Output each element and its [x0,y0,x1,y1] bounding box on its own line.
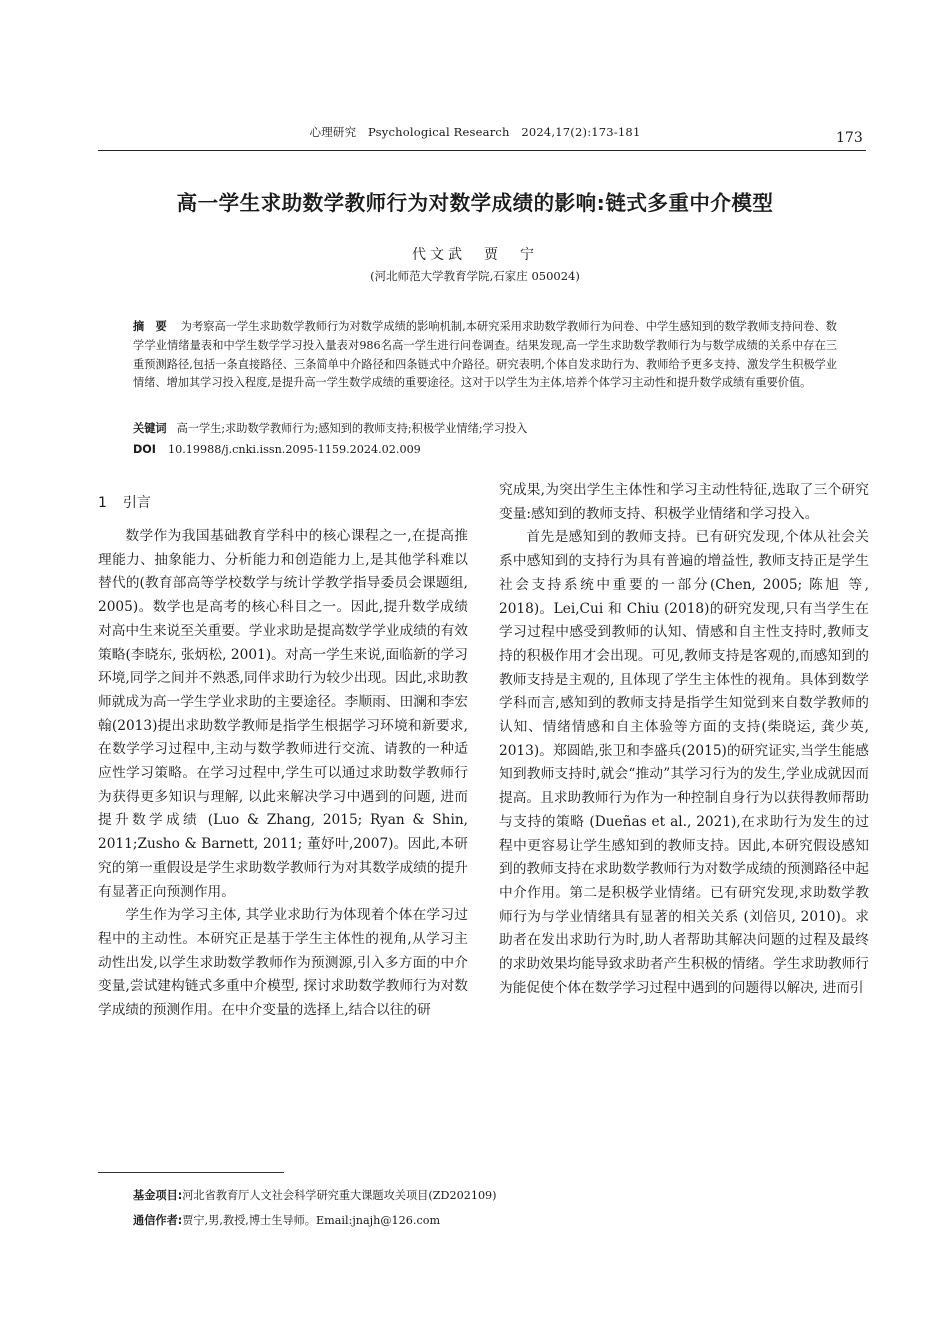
paragraph: 学生作为学习主体, 其学业求助行为体现着个体在学习过程中的主动性。本研究正是基于学生主体性的视角,从学习主动性出发,以学生求助数学教师作为预测源,引入多方面的中介变量,尝试建构链式多重中介模型, 探讨求助数学教师行为对数学成绩的预测作用。在中介变量的选择上,结合以往的研 [98,907,468,1019]
funding-text: 河北省教育厅人文社会科学研究重大课题攻关项目(ZD202109) [182,1189,497,1202]
paragraph: 首先是感知到的教师支持。已有研究发现,个体从社会关系中感知到的支持行为具有普遍的增益性, 教师支持正是学生社会支持系统中重要的一部分(Chen, 2005; 陈旭 等, 2018)。Lei,Cui 和 Chiu (2018)的研究发现,只有当学生在学习过程中感受到教师的认知、情感和自主性支持时,教师支持的积极作用才会出现。可见,教师支持是客观的,而感知到的教师支持是主观的, 且体现了学生主体性的视角。具体到数学学科而言,感知到的教师支持是指学生知觉到来自数学教师的认知、情绪情感和自主体验等方面的支持(柴晓运, 龚少英, 2013)。郑圆皓,张卫和李盛兵(2015)的研究证实,当学生能感知到教师支持时,就会“推动”其学习行为的发生,学业成就因而提高。且求助教师行为作为一种控制自身行为以获得教师帮助与支持的策略 (Dueñas et al., 2021),在求助行为发生的过程中更容易让学生感知到的教师支持。因此,本研究假设感知到的教师支持在求助数学教师行为对数学成绩的预测路径中起中介作用。第二是积极学业情绪。已有研究发现,求助数学教师行为与学业情绪具有显著的相关关系 (刘倍贝, 2010)。求助者在发出求助行为时,助人者帮助其解决问题的过程及最终的求助效果均能导致求助者产生积极的情绪。学生求助教师行为能促使个体在数学学习过程中遇到的问题得以解决, 进而引 [499,529,869,996]
authors: 代文武 贾 宁 [412,247,538,263]
funding-footnote [133,1187,863,1203]
abstract [133,318,837,393]
journal-header: 心理研究 Psychological Research 2024,17(2):173-181 [309,125,641,139]
footnote-rule [98,1172,284,1173]
corresponding-author-footnote [133,1212,863,1228]
right-column [499,479,869,1000]
section-heading [98,492,151,512]
affiliation: (河北师范大学教育学院,石家庄 050024) [370,269,580,283]
paragraph: 究成果,为突出学生主体性和学习主动性特征,选取了三个研究变量:感知到的教师支持、积极学业情绪和学习投入。 [499,482,869,522]
paper-title: 高一学生求助数学教师行为对数学成绩的影响:链式多重中介模型 [176,191,774,215]
abstract-label: 摘 要 [133,320,167,333]
keywords-text: 高一学生;求助数学教师行为;感知到的教师支持;积极学业情绪;学习投入 [176,422,528,435]
keywords [133,420,837,436]
corresponding-author-text: 贾宁,男,教授,博士生导师。Email:jnajh@126.com [182,1214,441,1227]
section-number: 1 [98,495,107,511]
doi-label: DOI [133,443,156,456]
header-rule [98,150,866,151]
keywords-label: 关键词 [133,422,167,435]
doi-text: 10.19988/j.cnki.issn.2095-1159.2024.02.009 [167,443,421,456]
left-column [98,525,468,1023]
corresponding-author-label: 通信作者: [133,1214,183,1227]
section-title: 引言 [122,495,151,511]
doi [133,443,837,456]
funding-label: 基金项目: [133,1189,183,1202]
abstract-text: 为考察高一学生求助数学教师行为对数学成绩的影响机制,本研究采用求助数学教师行为问卷、中学生感知到的数学教师支持问卷、数学学业情绪量表和中学生数学学习投入量表对986名高一学生进行问卷调查。结果发现,高一学生求助数学教师行为与数学成绩的关系中存在三重预测路径,包括一条直接路径、三条简单中介路径和四条链式中介路径。研究表明,个体自发求助行为、教师给予更多支持、激发学生积极学业情绪、增加其学习投入程度,是提升高一学生数学成绩的重要途径。这对于以学生为主体,培养个体学习主动性和提升数学成绩有重要价值。 [133,320,837,390]
paragraph: 数学作为我国基础教育学科中的核心课程之一,在提高推理能力、抽象能力、分析能力和创造能力上,是其他学科难以替代的(教育部高等学校数学与统计学教学指导委员会课题组, 2005)。数学也是高考的核心科目之一。因此,提升数学成绩对高中生来说至关重要。学业求助是提高数学学业成绩的有效策略(李晓东, 张炳松, 2001)。对高一学生来说,面临新的学习环境,同学之间并不熟悉,同伴求助行为较少出现。因此,求助教师就成为高一学生学业求助的主要途径。李顺雨、田澜和李宏翰(2013)提出求助数学教师是指学生根据学习环境和新要求, 在数学学习过程中,主动与数学教师进行交流、请教的一种适应性学习策略。在学习过程中,学生可以通过求助数学教师行为获得更多知识与理解, 以此来解决学习中遇到的问题, 进而提升数学成绩 (Luo & Zhang, 2015; Ryan & Shin, 2011;Zusho & Barnett, 2011; 董妤叶,2007)。因此,本研究的第一重假设是学生求助数学教师行为对其数学成绩的提升有显著正向预测作用。 [98,528,468,900]
page-number: 173 [836,130,863,146]
